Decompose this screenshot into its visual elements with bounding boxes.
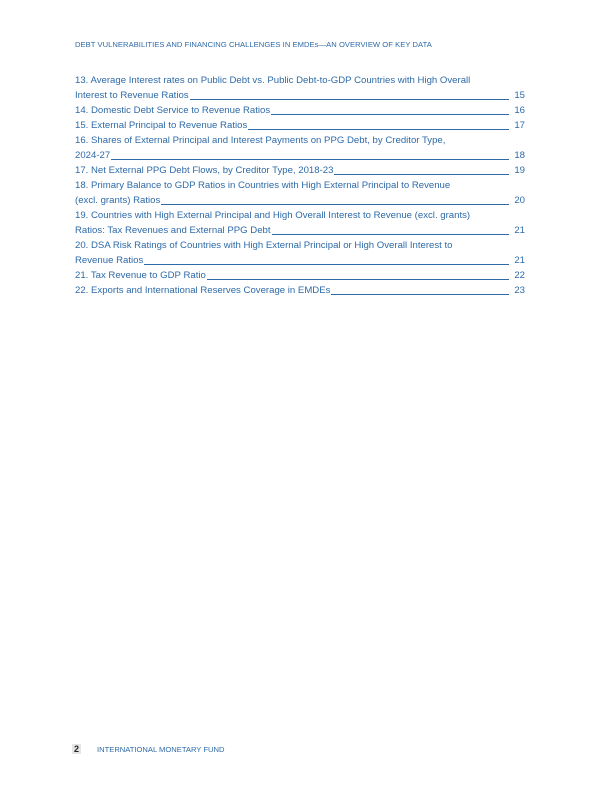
leader-line <box>271 114 509 115</box>
leader-line <box>111 159 509 160</box>
leader-line <box>272 234 509 235</box>
page-footer <box>72 744 224 754</box>
toc-entry-20[interactable] <box>75 238 525 268</box>
toc-entry-title-cont: Revenue Ratios <box>75 255 144 266</box>
table-of-figures <box>75 73 525 298</box>
toc-page-number: 22 <box>514 270 525 281</box>
toc-page-number: 18 <box>514 150 525 161</box>
leader-line <box>207 279 509 280</box>
toc-entry-title-cont: Ratios: Tax Revenues and External PPG Debt <box>75 225 271 236</box>
toc-entry-title: 22. Exports and International Reserves Coverage in EMDEs <box>75 285 331 296</box>
toc-entry-title-cont: (excl. grants) Ratios <box>75 195 161 206</box>
toc-page-number: 15 <box>514 90 525 101</box>
running-header: DEBT VULNERABILITIES AND FINANCING CHALLENGES IN EMDEs—AN OVERVIEW OF KEY DATA <box>75 40 432 49</box>
toc-page-number: 20 <box>514 195 525 206</box>
leader-line <box>334 174 509 175</box>
toc-entry-title: 19. Countries with High External Principal and High Overall Interest to Revenue (excl. grants) <box>75 210 471 221</box>
toc-entry-title-cont: Interest to Revenue Ratios <box>75 90 189 101</box>
toc-entry-title: 20. DSA Risk Ratings of Countries with High External Principal or High Overall Interest to <box>75 240 453 251</box>
leader-line <box>144 264 509 265</box>
toc-entry-18[interactable] <box>75 178 525 208</box>
toc-entry-title: 14. Domestic Debt Service to Revenue Ratios <box>75 105 271 116</box>
leader-line <box>190 99 509 100</box>
toc-entry-21[interactable] <box>75 268 525 283</box>
toc-page-number: 23 <box>514 285 525 296</box>
toc-entry-title: 21. Tax Revenue to GDP Ratio <box>75 270 206 281</box>
toc-entry-title: 15. External Principal to Revenue Ratios <box>75 120 248 131</box>
toc-page-number: 21 <box>514 255 525 266</box>
toc-entry-title: 16. Shares of External Principal and Interest Payments on PPG Debt, by Creditor Type, <box>75 135 446 146</box>
page-number: 2 <box>74 744 80 754</box>
toc-entry-16[interactable] <box>75 133 525 163</box>
toc-page-number: 17 <box>514 120 525 131</box>
leader-line <box>248 129 509 130</box>
toc-page-number: 19 <box>514 165 525 176</box>
toc-entry-14[interactable] <box>75 103 525 118</box>
toc-entry-title: 18. Primary Balance to GDP Ratios in Countries with High External Principal to Revenue <box>75 180 451 191</box>
toc-entry-title-cont: 2024-27 <box>75 150 111 161</box>
toc-entry-19[interactable] <box>75 208 525 238</box>
toc-entry-title: 13. Average Interest rates on Public Debt vs. Public Debt-to-GDP Countries with High Overall <box>75 75 471 86</box>
toc-entry-title: 17. Net External PPG Debt Flows, by Creditor Type, 2018-23 <box>75 165 334 176</box>
leader-line <box>161 204 509 205</box>
leader-line <box>331 294 509 295</box>
toc-entry-13[interactable] <box>75 73 525 103</box>
toc-page-number: 16 <box>514 105 525 116</box>
toc-entry-17[interactable] <box>75 163 525 178</box>
publisher-name: INTERNATIONAL MONETARY FUND <box>97 744 225 754</box>
toc-page-number: 21 <box>514 225 525 236</box>
toc-entry-15[interactable] <box>75 118 525 133</box>
toc-entry-22[interactable] <box>75 283 525 298</box>
